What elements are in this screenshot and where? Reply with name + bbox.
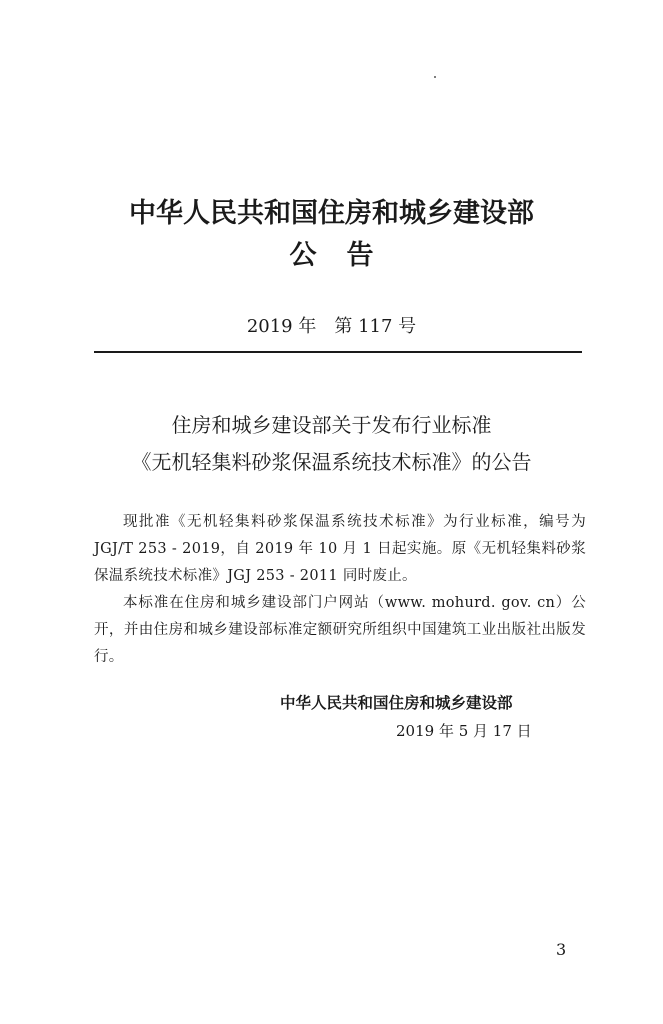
announcement-body (94, 509, 586, 671)
issuer-title: 中华人民共和国住房和城乡建设部 (129, 198, 534, 229)
scan-speck (434, 76, 436, 78)
signature-issuer: 中华人民共和国住房和城乡建设部 (280, 694, 513, 712)
document-number: 2019 年 第 117 号 (246, 316, 417, 337)
headline-line-1: 住房和城乡建设部关于发布行业标准 (171, 413, 492, 437)
signature-date: 2019 年 5 月 17 日 (396, 722, 532, 740)
body-paragraph-approval: 现批准《无机轻集料砂浆保温系统技术标准》为行业标准，编号为 JGJ/T 253 - 2019，自 2019 年 10 月 1 日起实施。原《无机轻集料砂浆保温系统技术标准》JGJ 253 - 2011 同时废止。 (94, 514, 586, 584)
document-type: 公告 (289, 240, 404, 271)
body-paragraph-publication: 本标准在住房和城乡建设部门户网站（www. mohurd. gov. cn）公开，并由住房和城乡建设部标准定额研究所组织中国建筑工业出版社出版发行。 (94, 595, 586, 665)
header-divider (94, 351, 582, 353)
page-number: 3 (556, 940, 567, 959)
headline-line-2: 《无机轻集料砂浆保温系统技术标准》的公告 (131, 450, 532, 474)
